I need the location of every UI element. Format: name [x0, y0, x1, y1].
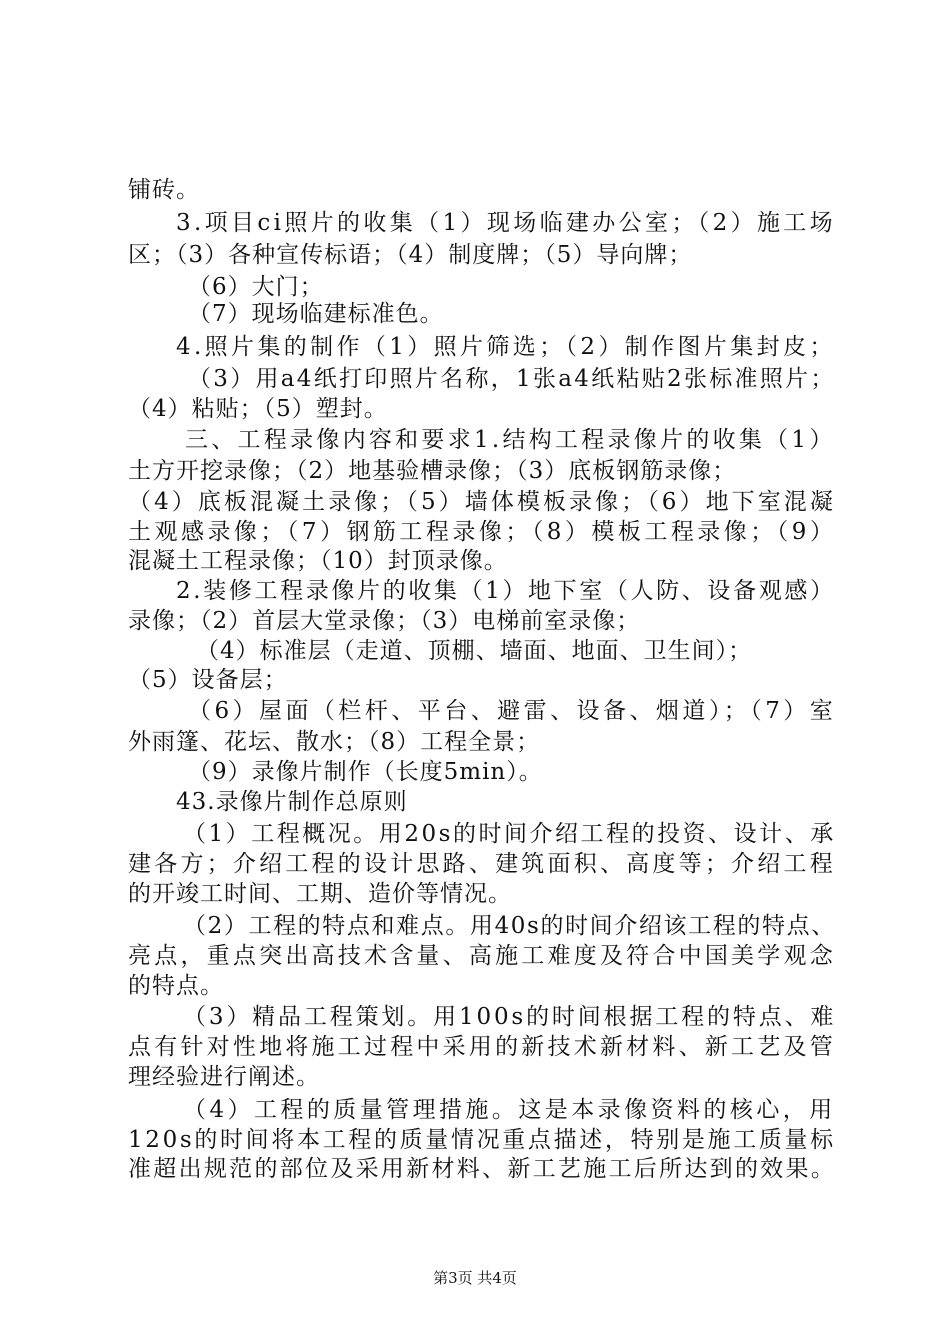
- text-line: （2）工程的特点和难点。用40s的时间介绍该工程的特点、: [183, 913, 836, 939]
- text-line: 理经验进行阐述。: [128, 1064, 320, 1090]
- text-line: 区；（3）各种宣传标语；（4）制度牌；（5）导向牌；: [128, 242, 693, 268]
- text-line: 土观感录像；（7）钢筋工程录像；（8）模板工程录像；（9）: [128, 519, 837, 545]
- text-line: 4.照片集的制作（1）照片筛选；（2）制作图片集封皮；: [176, 334, 836, 360]
- text-line: （7）现场临建标准色。: [188, 301, 444, 327]
- text-line: 外雨篷、花坛、散水；（8）工程全景；: [128, 729, 541, 755]
- text-line: （3）用a4纸打印照片名称，1张a4纸粘贴2张标准照片；: [188, 366, 836, 392]
- text-line: 120s的时间将本工程的质量情况重点描述，特别是施工质量标: [128, 1127, 836, 1153]
- text-line: 43.录像片制作总原则: [176, 789, 408, 815]
- text-line: （6）大门；: [188, 274, 324, 300]
- text-line: （4）底板混凝土录像；（5）墙体模板录像；（6）地下室混凝: [128, 489, 836, 515]
- text-line: （6）屋面（栏杆、平台、避雷、设备、烟道）；（7）室: [188, 698, 837, 724]
- text-line: （3）精品工程策划。用100s的时间根据工程的特点、难: [183, 1004, 837, 1030]
- text-line: 3.项目ci照片的收集（1）现场临建办公室；（2）施工场: [176, 210, 837, 236]
- text-line: 土方开挖录像；（2）地基验槽录像；（3）底板钢筋录像；: [128, 458, 737, 484]
- text-line: 准超出规范的部位及采用新材料、新工艺施工后所达到的效果。: [128, 1156, 837, 1182]
- text-line: 点有针对性地将施工过程中采用的新技术新材料、新工艺及管: [128, 1034, 836, 1060]
- text-line: （9）录像片制作（长度5min）。: [188, 759, 543, 785]
- text-line: 混凝土工程录像；（10）封顶录像。: [128, 548, 508, 574]
- text-line: （4）标准层（走道、顶棚、墙面、地面、卫生间）；: [196, 638, 753, 664]
- text-line: 三、工程录像内容和要求1.结构工程录像片的收集（1）: [185, 427, 836, 453]
- text-line: 录像；（2）首层大堂录像；（3）电梯前室录像；: [128, 608, 641, 634]
- text-line: （5）设备层；: [128, 667, 288, 693]
- page-number-footer: 第3页 共4页: [433, 1269, 517, 1287]
- text-line: （1）工程概况。用20s的时间介绍工程的投资、设计、承: [183, 821, 836, 847]
- text-line: 亮点，重点突出高技术含量、高施工难度及符合中国美学观念: [128, 943, 836, 969]
- text-line: （4）粘贴；（5）塑封。: [128, 396, 388, 422]
- text-line: 2.装修工程录像片的收集（1）地下室（人防、设备观感）: [176, 578, 836, 604]
- text-line: （4）工程的质量管理措施。这是本录像资料的核心，用: [183, 1097, 836, 1123]
- text-line: 铺砖。: [128, 177, 200, 203]
- text-line: 建各方；介绍工程的设计思路、建筑面积、高度等；介绍工程: [128, 851, 836, 877]
- text-line: 的开竣工时间、工期、造价等情况。: [128, 881, 512, 907]
- text-line: 的特点。: [128, 973, 224, 999]
